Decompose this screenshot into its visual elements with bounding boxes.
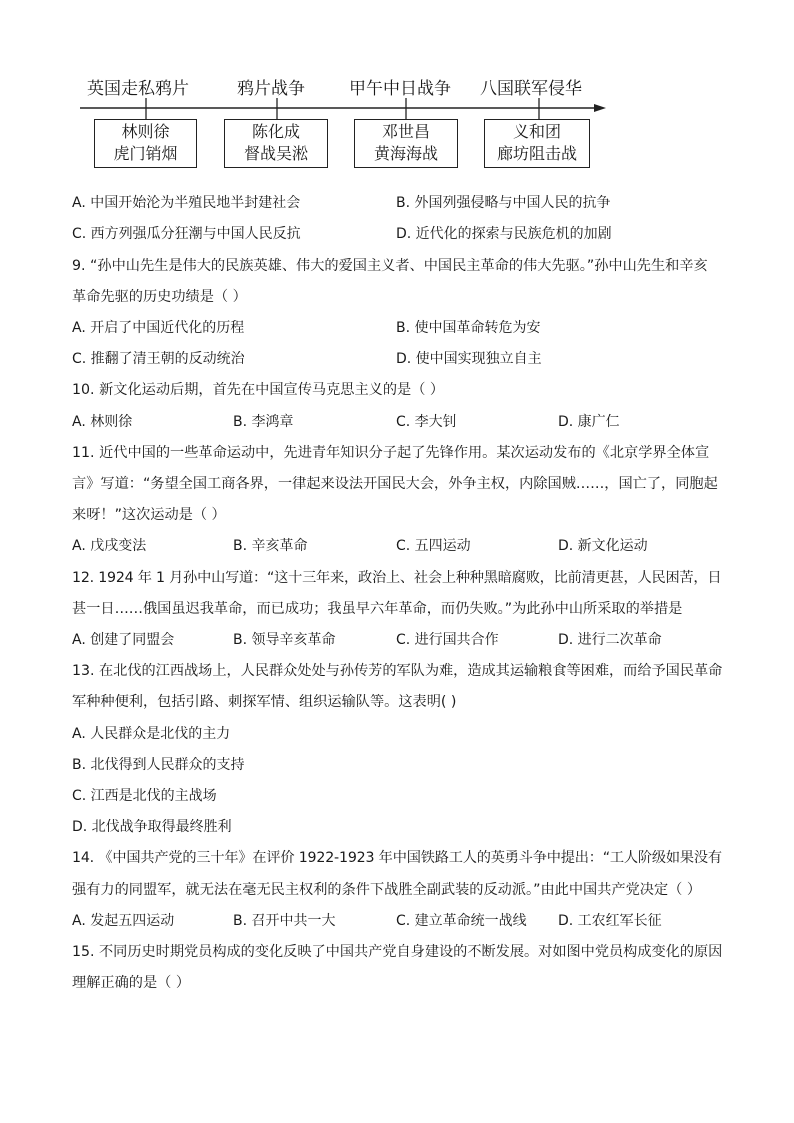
timeline-box-4-name: 义和团: [512, 122, 561, 141]
q9-option-b: B. 使中国革命转危为安: [396, 320, 541, 336]
q11-stem-line-3: 来呀！”这次运动是（ ）: [72, 507, 226, 523]
q8-option-c: C. 西方列强瓜分狂潮与中国人民反抗: [72, 226, 301, 242]
q14-option-c: C. 建立革命统一战线: [396, 913, 527, 929]
timeline-box-3-event: 黄海海战: [373, 144, 438, 163]
timeline-box-2-event: 督战吴淞: [243, 144, 308, 163]
q13-option-d: D. 北伐战争取得最终胜利: [72, 819, 232, 835]
q11-stem-line-2: 言》写道：“务望全国工商各界，一律起来设法开国民大会，外争主权，内除国贼……，国亡了，同胞起: [72, 476, 718, 492]
q14-option-a: A. 发起五四运动: [72, 913, 175, 929]
q13-option-a: A. 人民群众是北伐的主力: [72, 726, 231, 742]
timeline-box-4-event: 廊坊阻击战: [496, 144, 577, 163]
q13-stem-line-2: 军种种便利，包括引路、刺探军情、组织运输队等。这表明( ): [72, 694, 457, 710]
q9-stem-line-1: 9. “孙中山先生是伟大的民族英雄、伟大的爱国主义者、中国民主革命的伟大先驱。”孙中山先生和辛亥: [72, 258, 708, 274]
q8-option-d: D. 近代化的探索与民族危机的加剧: [396, 226, 612, 242]
timeline-box-2-name: 陈化成: [251, 122, 300, 141]
q14-stem-line-2: 强有力的同盟军，就无法在毫无民主权利的条件下战胜全副武装的反动派。”由此中国共产党决定（ ）: [72, 882, 702, 898]
timeline-box-3: [354, 119, 458, 168]
q12-stem-line-1: 12. 1924 年 1 月孙中山写道：“这十三年来，政治上、社会上种种黑暗腐败，比前清更甚，人民困苦，日: [72, 570, 722, 586]
q12-option-d: D. 进行二次革命: [558, 632, 662, 648]
q10-option-b: B. 李鸿章: [233, 414, 294, 430]
timeline-label-3: 甲午中日战争: [349, 79, 451, 99]
timeline-label-4: 八国联军侵华: [480, 79, 582, 99]
q11-option-d: D. 新文化运动: [558, 538, 648, 554]
q9-stem-line-2: 革命先驱的历史功绩是（ ）: [72, 289, 247, 305]
q10-option-d: D. 康广仁: [558, 414, 620, 430]
timeline-box-3-name: 邓世昌: [381, 122, 430, 141]
timeline-box-1-event: 虎门销烟: [113, 144, 178, 163]
q8-option-b: B. 外国列强侵略与中国人民的抗争: [396, 195, 611, 211]
q9-option-d: D. 使中国实现独立自主: [396, 351, 542, 367]
q10-option-c: C. 李大钊: [396, 414, 457, 430]
q14-option-b: B. 召开中共一大: [233, 913, 336, 929]
q10-stem: 10. 新文化运动后期，首先在中国宣传马克思主义的是（ ）: [72, 382, 445, 398]
q15-stem-line-1: 15. 不同历史时期党员构成的变化反映了中国共产党自身建设的不断发展。对如图中党员构成变化的原因: [72, 944, 723, 960]
q14-option-d: D. 工农红军长征: [558, 913, 662, 929]
q12-option-c: C. 进行国共合作: [396, 632, 499, 648]
q11-option-a: A. 戊戌变法: [72, 538, 147, 554]
q12-option-b: B. 领导辛亥革命: [233, 632, 336, 648]
q11-stem-line-1: 11. 近代中国的一些革命运动中，先进青年知识分子起了先锋作用。某次运动发布的《北京学界全体宣: [72, 445, 710, 461]
timeline-box-1: [94, 119, 197, 168]
q13-stem-line-1: 13. 在北伐的江西战场上，人民群众处处与孙传芳的军队为难，造成其运输粮食等困难，而给予国民革命: [72, 663, 723, 679]
q8-option-a: A. 中国开始沦为半殖民地半封建社会: [72, 195, 301, 211]
q9-option-a: A. 开启了中国近代化的历程: [72, 320, 245, 336]
q14-stem-line-1: 14. 《中国共产党的三十年》在评价 1922-1923 年中国铁路工人的英勇斗争中提出：“工人阶级如果没有: [72, 850, 722, 866]
q15-stem-line-2: 理解正确的是（ ）: [72, 975, 191, 991]
timeline-box-1-name: 林则徐: [121, 122, 170, 141]
q12-option-a: A. 创建了同盟会: [72, 632, 175, 648]
q10-option-a: A. 林则徐: [72, 414, 133, 430]
timeline-label-2: 鸦片战争: [237, 79, 305, 99]
timeline-box-2: [224, 119, 328, 168]
timeline-box-4: [484, 119, 590, 168]
q13-option-b: B. 北伐得到人民群众的支持: [72, 757, 245, 773]
timeline-label-1: 英国走私鸦片: [87, 79, 189, 99]
q12-stem-line-2: 甚一日……俄国虽迟我革命，而已成功；我虽早六年革命，而仍失败。”为此孙中山所采取的举措是: [72, 601, 683, 617]
q9-option-c: C. 推翻了清王朝的反动统治: [72, 351, 245, 367]
q13-option-c: C. 江西是北伐的主战场: [72, 788, 217, 804]
q11-option-b: B. 辛亥革命: [233, 538, 308, 554]
q11-option-c: C. 五四运动: [396, 538, 471, 554]
